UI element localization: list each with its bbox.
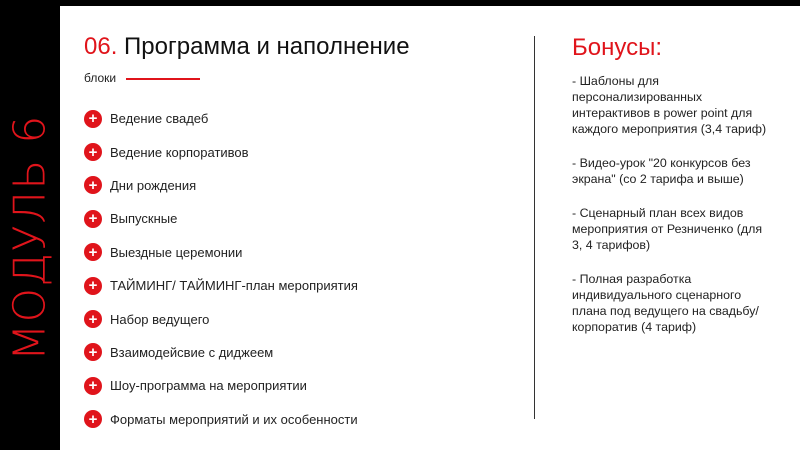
module-vertical-title: МОДУЛЬ 6 [4,114,56,362]
list-item-label: Взаимодейсвие с диджеем [110,344,274,360]
plus-icon: + [84,310,102,328]
list-item-label: Ведение корпоративов [110,144,249,160]
list-item [84,236,358,269]
list-item-label: Ведение свадеб [110,111,209,127]
subtitle-underline [126,78,200,80]
bonus-item: - Шаблоны для персонализированных интерактивов в power point для каждого мероприятия (3,4 тариф) [572,74,767,136]
subtitle: блоки [84,71,117,85]
column-divider [534,36,535,419]
list-item-label: Набор ведущего [110,311,210,327]
bonus-item: - Полная разработка индивидуального сценарного плана под ведущего на свадьбу/корпоратив (4 тариф) [572,272,759,334]
plus-icon: + [84,176,102,194]
list-item-label: Выпускные [110,211,178,227]
plus-icon: + [84,143,102,161]
list-item [84,302,358,335]
list-item [84,135,358,168]
plus-icon: + [84,110,102,128]
section-number: 06. [84,33,118,60]
bonus-title: Бонусы: [572,34,662,61]
page-title [84,33,410,61]
list-item [84,369,358,402]
list-item-label: Дни рождения [110,177,197,193]
plus-icon: + [84,377,102,395]
block-list [84,102,358,436]
sidebar [0,0,60,450]
list-item [84,202,358,235]
list-item-label: Выездные церемонии [110,244,243,260]
list-item [84,403,358,436]
plus-icon: + [84,210,102,228]
list-item-label: Форматы мероприятий и их особенности [110,411,358,427]
slide [60,6,800,450]
plus-icon: + [84,343,102,361]
plus-icon: + [84,277,102,295]
bonus-item: - Сценарный план всех видов мероприятия от Резниченко (для 3, 4 тарифов) [572,206,763,252]
list-item [84,336,358,369]
bonus-item: - Видео-урок "20 конкурсов без экрана" (со 2 тарифа и выше) [572,156,751,186]
bonus-list [572,73,772,353]
section-title: Программа и наполнение [124,33,410,60]
list-item-label: ТАЙМИНГ/ ТАЙМИНГ-план мероприятия [110,278,358,294]
list-item [84,102,358,135]
plus-icon: + [84,243,102,261]
list-item [84,269,358,302]
list-item [84,169,358,202]
plus-icon: + [84,410,102,428]
list-item-label: Шоу-программа на мероприятии [110,378,307,394]
